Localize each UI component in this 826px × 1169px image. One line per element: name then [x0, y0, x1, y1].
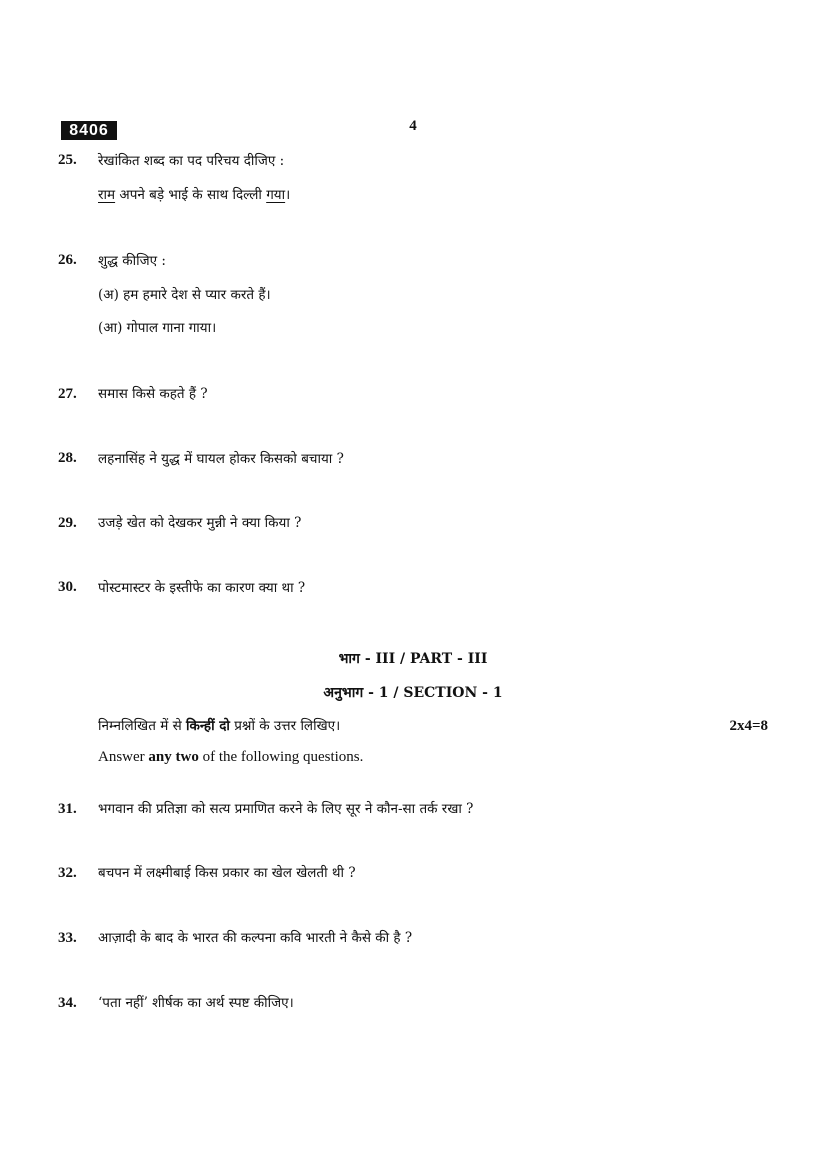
part-title: भाग - III / PART - III	[338, 651, 488, 667]
instruction-english: Answer any two of the following questions.	[98, 749, 364, 765]
underlined-word: राम	[98, 187, 116, 203]
question-number: 25.	[58, 152, 77, 168]
question-number: 34.	[58, 995, 77, 1011]
section-title: अनुभाग - 1 / SECTION - 1	[323, 685, 503, 701]
question-text: ‘पता नहीं’ शीर्षक का अर्थ स्पष्ट कीजिए।	[98, 995, 294, 1011]
question-text: उजड़े खेत को देखकर मुन्नी ने क्या किया ?	[98, 515, 302, 531]
question-number: 32.	[58, 865, 77, 881]
marks-allocation: 2x4=8	[729, 718, 768, 734]
instruction-emphasis: किन्हीं दो	[186, 718, 230, 734]
question-text: रेखांकित शब्द का पद परिचय दीजिए :	[98, 153, 285, 169]
question-number: 31.	[58, 801, 77, 817]
question-text: पोस्टमास्टर के इस्तीफे का कारण क्या था ?	[98, 580, 306, 596]
question-number: 28.	[58, 450, 77, 466]
underlined-word: गया	[266, 187, 286, 203]
question-text: समास किसे कहते हैं ?	[98, 386, 208, 402]
sub-question: (अ) हम हमारे देश से प्यार करते हैं।	[98, 287, 271, 303]
question-number: 27.	[58, 386, 77, 402]
instruction-hindi: निम्नलिखित में से किन्हीं दो प्रश्नों के उत्तर लिखिए।	[98, 718, 341, 734]
question-text: लहनासिंह ने युद्ध में घायल होकर किसको बचाया ?	[98, 451, 344, 467]
question-sentence	[98, 185, 290, 203]
page-number: 4	[409, 118, 417, 134]
question-number: 33.	[58, 930, 77, 946]
question-text: भगवान की प्रतिज्ञा को सत्य प्रमाणित करने के लिए सूर ने कौन-सा तर्क रखा ?	[98, 801, 474, 817]
paper-code-badge: 8406	[61, 121, 117, 140]
question-number: 30.	[58, 579, 77, 595]
question-text: शुद्ध कीजिए :	[98, 253, 166, 269]
sentence-middle: अपने बड़े भाई के साथ दिल्ली	[115, 187, 267, 203]
question-number: 26.	[58, 252, 77, 268]
question-text: बचपन में लक्ष्मीबाई किस प्रकार का खेल खेलती थी ?	[98, 865, 356, 881]
sub-question: (आ) गोपाल गाना गाया।	[98, 320, 217, 336]
sentence-end: ।	[285, 187, 291, 203]
question-text: आज़ादी के बाद के भारत की कल्पना कवि भारती ने कैसे की है ?	[98, 930, 413, 946]
instruction-emphasis: any two	[148, 749, 199, 765]
question-number: 29.	[58, 515, 77, 531]
